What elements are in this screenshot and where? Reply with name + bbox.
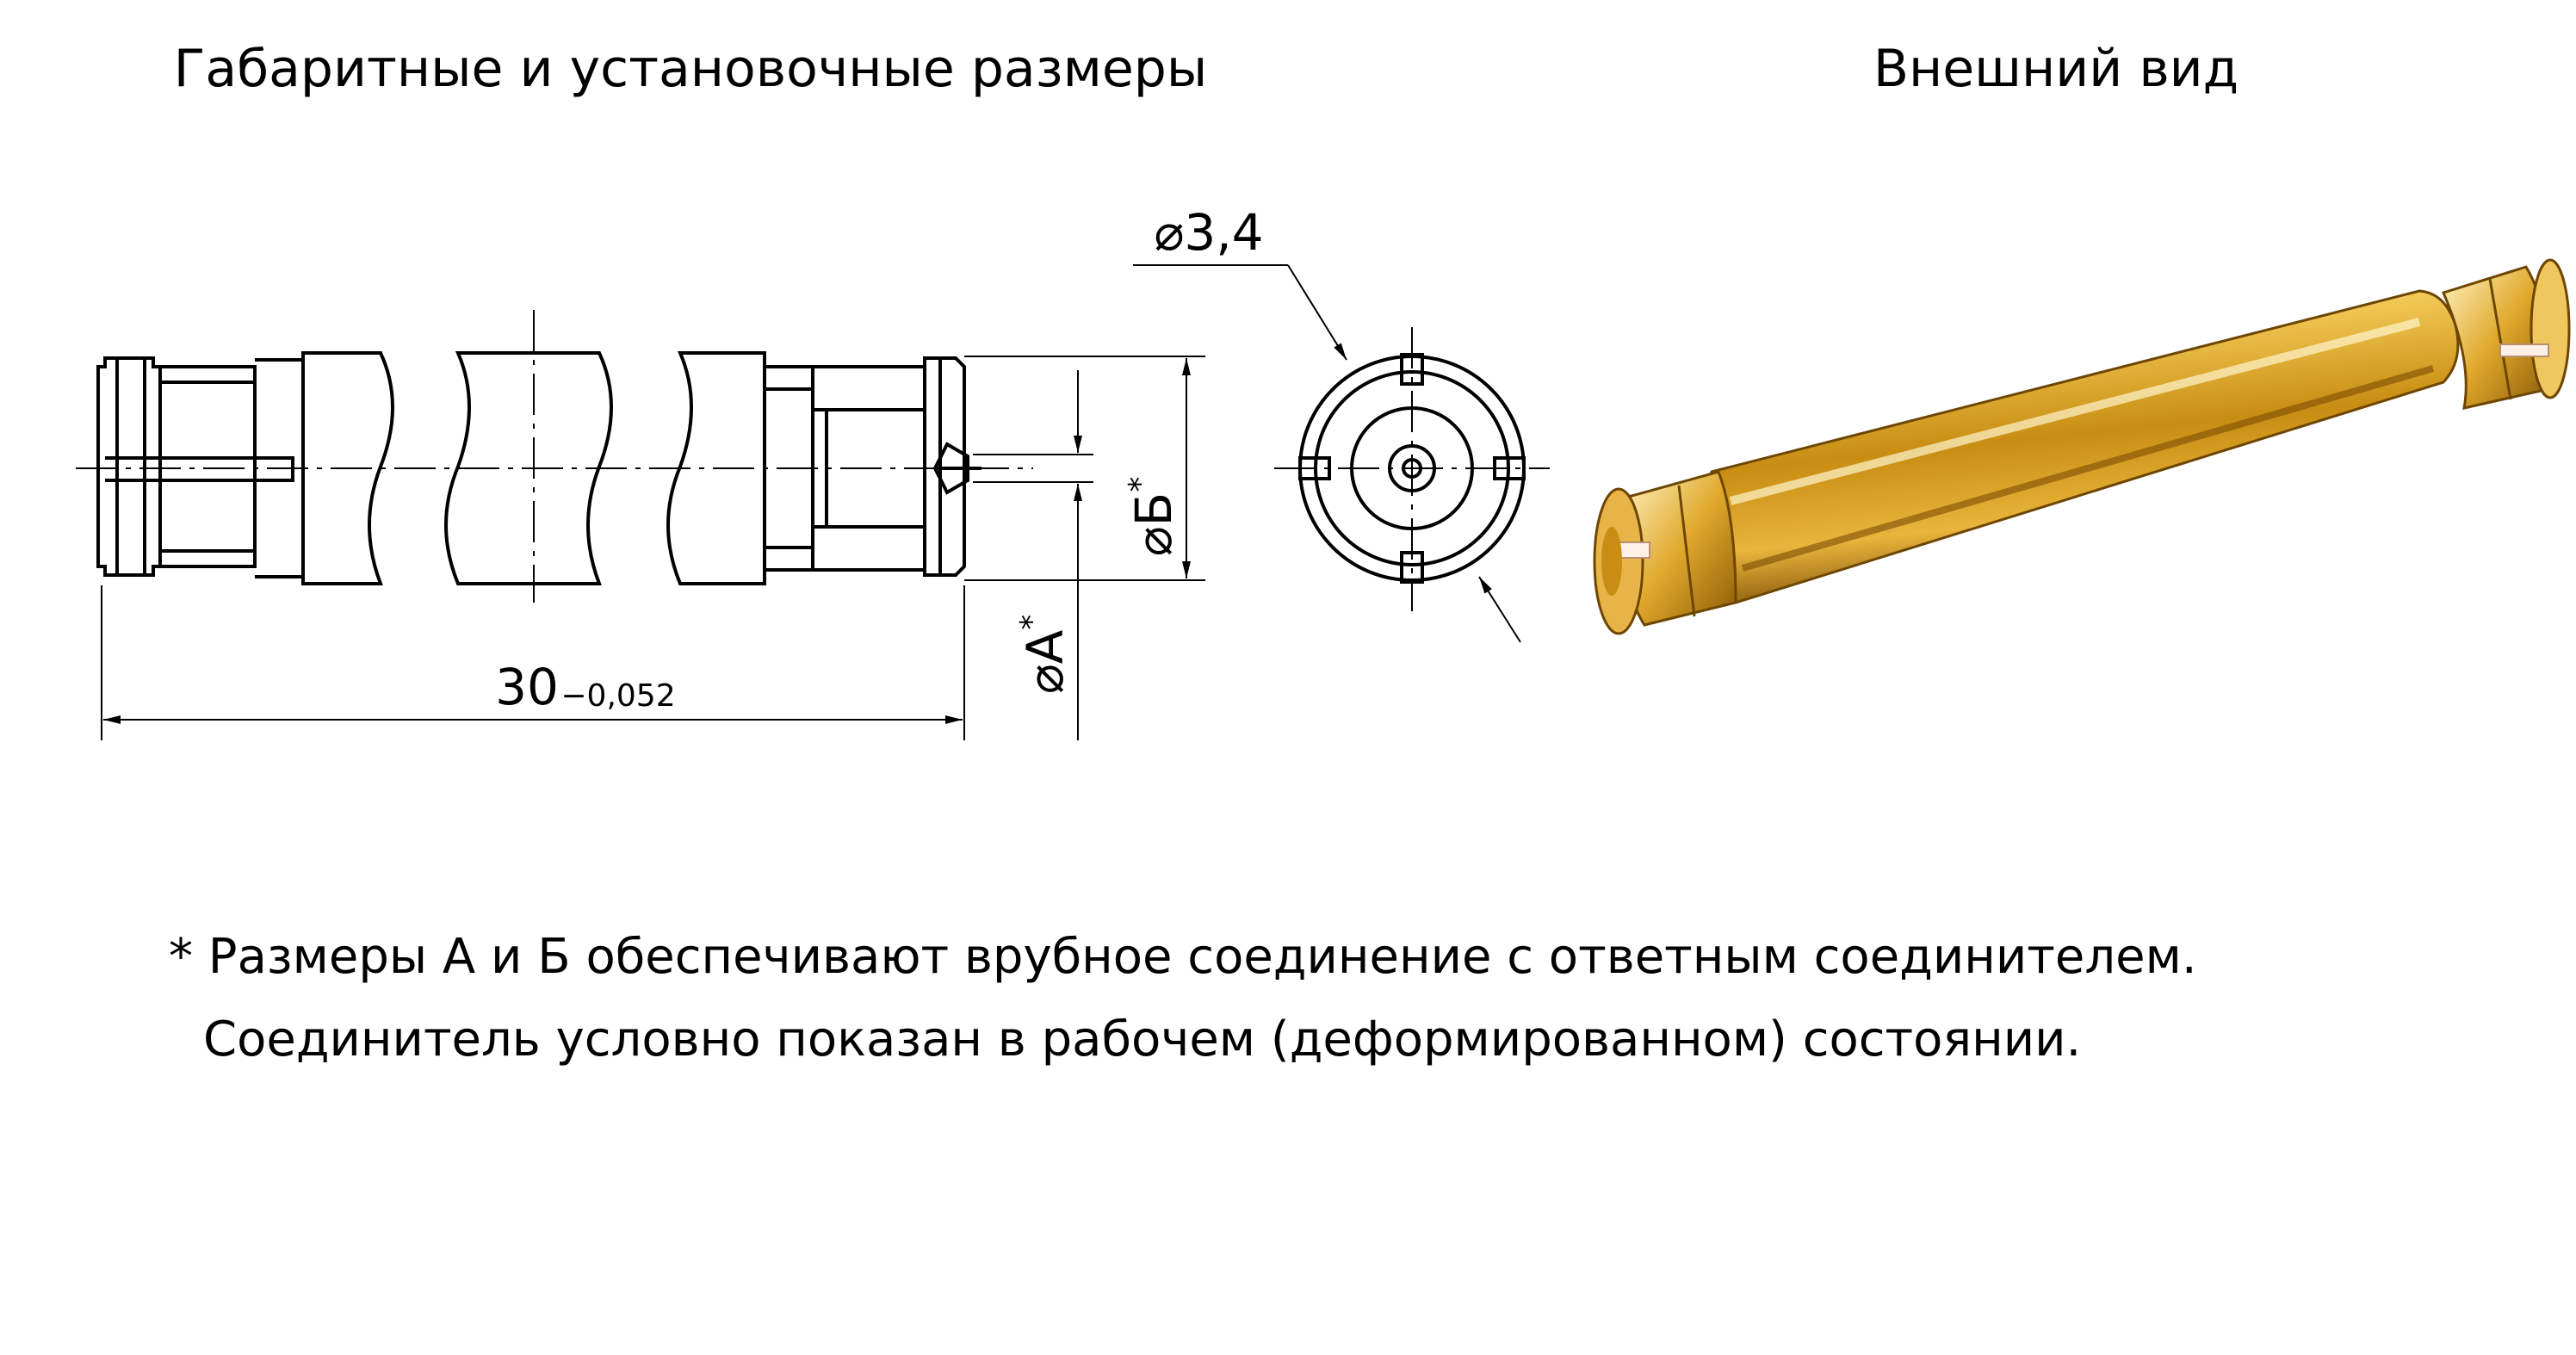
diameter-a-label	[1014, 615, 1074, 695]
diameter-b-symbol: ⌀	[1124, 526, 1183, 557]
svg-text:⌀А*	[1014, 615, 1074, 695]
diameter-3-4-leader	[1133, 265, 1520, 642]
length-tolerance: −0,052	[560, 678, 676, 714]
diameter-a-letter: А	[1016, 629, 1074, 665]
note-line-2: Соединитель условно показан в рабочем (деформированном) состоянии.	[203, 1012, 2082, 1067]
svg-text:⌀Б*	[1123, 477, 1183, 557]
connector-photo	[1595, 260, 2569, 634]
diameter-3-4-label	[1154, 203, 1263, 262]
length-value: 30	[495, 658, 559, 716]
external-view-title: Внешний вид	[1873, 39, 2239, 99]
diameter-3-4-value: 3,4	[1184, 203, 1264, 262]
diameter-b-letter: Б	[1124, 492, 1183, 527]
diameter-3-4-symbol: ⌀	[1154, 203, 1185, 262]
diameter-a-asterisk: *	[1014, 614, 1050, 630]
note-line-1: * Размеры А и Б обеспечивают врубное соединение с ответным соединителем.	[169, 929, 2197, 985]
dimensions-title: Габаритные и установочные размеры	[173, 39, 1208, 99]
diameter-b-asterisk: *	[1123, 476, 1158, 492]
diameter-a-symbol: ⌀	[1016, 664, 1074, 695]
diameter-b-label	[1123, 477, 1183, 557]
